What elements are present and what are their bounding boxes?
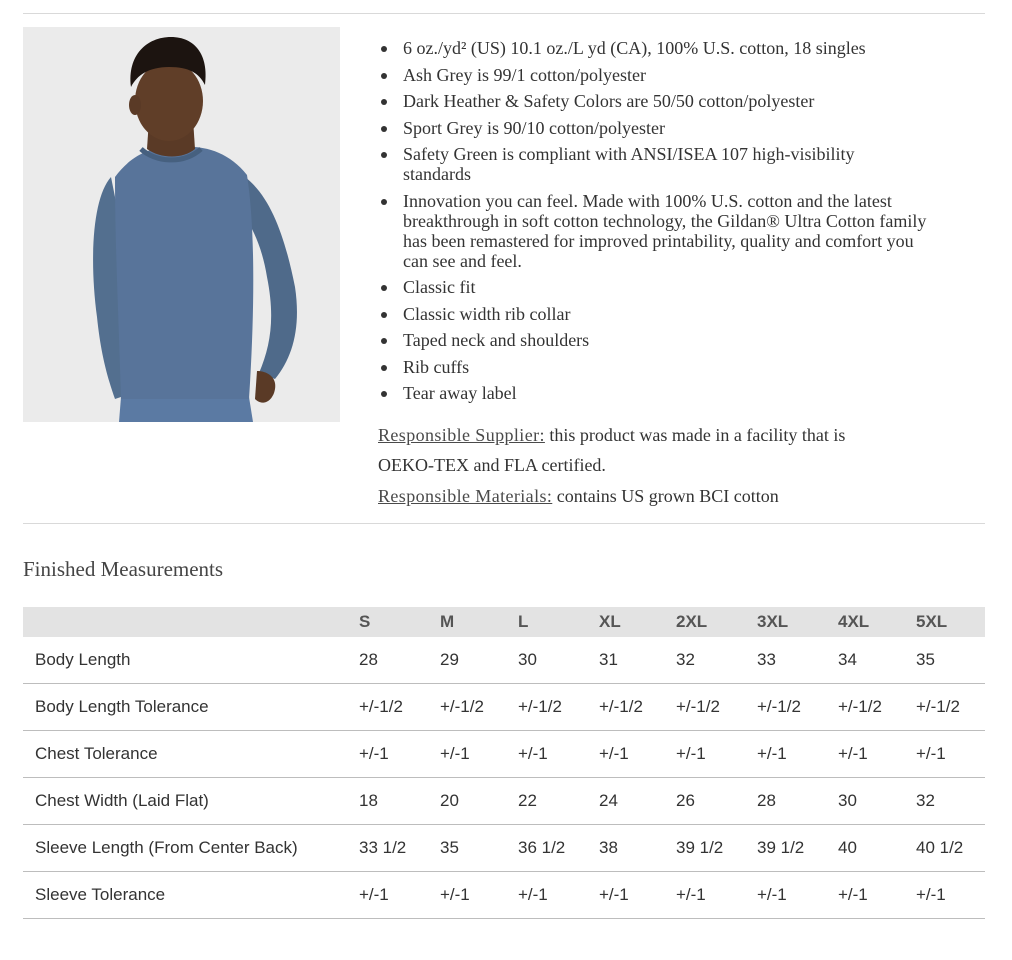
- header-label: [23, 607, 347, 637]
- table-cell: +/-1/2: [904, 684, 985, 731]
- size-header: 3XL: [757, 612, 789, 631]
- table-cell: 39 1/2: [664, 825, 745, 872]
- table-cell: +/-1: [904, 731, 985, 778]
- table-cell: 28: [745, 778, 826, 825]
- row-label: Sleeve Tolerance: [23, 872, 347, 919]
- table-cell: 30: [506, 637, 587, 684]
- feature-list: [378, 38, 938, 410]
- table-cell: +/-1/2: [826, 684, 904, 731]
- feature-item: 6 oz./yd² (US) 10.1 oz./L yd (CA), 100% U.S. cotton, 18 singles: [378, 38, 938, 58]
- table-row: [23, 872, 985, 919]
- table-cell: +/-1: [826, 872, 904, 919]
- measurements-title: Finished Measurements: [23, 557, 224, 581]
- table-row: [23, 825, 985, 872]
- table-cell: 24: [587, 778, 664, 825]
- responsible-supplier: [378, 425, 938, 445]
- table-cell: 35: [904, 637, 985, 684]
- top-divider: [23, 13, 985, 14]
- table-cell: 20: [428, 778, 506, 825]
- feature-item: Classic fit: [378, 277, 938, 297]
- responsible-materials-text: contains US grown BCI cotton: [556, 486, 779, 506]
- table-cell: +/-1: [428, 872, 506, 919]
- row-label: Chest Width (Laid Flat): [23, 778, 347, 825]
- table-cell: 40: [826, 825, 904, 872]
- row-label: Sleeve Length (From Center Back): [23, 825, 347, 872]
- table-cell: +/-1/2: [506, 684, 587, 731]
- feature-item: Ash Grey is 99/1 cotton/polyester: [378, 65, 938, 85]
- size-header: XL: [599, 612, 621, 631]
- responsible-materials-label: Responsible Materials:: [378, 486, 553, 506]
- table-cell: +/-1: [587, 731, 664, 778]
- table-cell: 32: [904, 778, 985, 825]
- feature-item: Rib cuffs: [378, 357, 938, 377]
- table-cell: 32: [664, 637, 745, 684]
- table-cell: +/-1/2: [347, 684, 428, 731]
- table-row: [23, 637, 985, 684]
- feature-item: Safety Green is compliant with ANSI/ISEA 107 high-visibility standards: [378, 144, 883, 184]
- table-row: [23, 684, 985, 731]
- feature-item: Sport Grey is 90/10 cotton/polyester: [378, 118, 938, 138]
- table-cell: +/-1/2: [428, 684, 506, 731]
- table-cell: +/-1: [506, 731, 587, 778]
- row-label: Chest Tolerance: [23, 731, 347, 778]
- table-cell: +/-1: [904, 872, 985, 919]
- table-cell: 22: [506, 778, 587, 825]
- measurements-table: [23, 607, 985, 919]
- responsible-supplier-text: this product was made in a facility that is: [549, 425, 846, 445]
- table-cell: 26: [664, 778, 745, 825]
- row-label: Body Length: [23, 637, 347, 684]
- table-cell: +/-1: [826, 731, 904, 778]
- table-cell: +/-1/2: [587, 684, 664, 731]
- table-cell: 28: [347, 637, 428, 684]
- table-cell: +/-1: [347, 872, 428, 919]
- feature-item: Classic width rib collar: [378, 304, 938, 324]
- table-cell: +/-1: [506, 872, 587, 919]
- table-cell: 38: [587, 825, 664, 872]
- size-header: L: [518, 612, 529, 631]
- responsible-materials: [378, 486, 938, 506]
- responsible-supplier-cont: [378, 455, 938, 475]
- table-cell: +/-1: [428, 731, 506, 778]
- table-cell: 39 1/2: [745, 825, 826, 872]
- table-cell: +/-1: [587, 872, 664, 919]
- table-cell: +/-1: [745, 731, 826, 778]
- size-header: S: [359, 612, 371, 631]
- feature-item: Dark Heather & Safety Colors are 50/50 cotton/polyester: [378, 91, 938, 111]
- table-row: [23, 731, 985, 778]
- size-header: 4XL: [838, 612, 870, 631]
- table-cell: 34: [826, 637, 904, 684]
- table-header-row: [23, 607, 985, 637]
- table-cell: +/-1/2: [664, 684, 745, 731]
- table-cell: 33: [745, 637, 826, 684]
- table-row: [23, 778, 985, 825]
- table-cell: +/-1: [664, 731, 745, 778]
- table-cell: 40 1/2: [904, 825, 985, 872]
- table-cell: 18: [347, 778, 428, 825]
- responsible-supplier-text-2: OEKO-TEX and FLA certified.: [378, 455, 606, 475]
- table-cell: +/-1/2: [745, 684, 826, 731]
- table-cell: +/-1: [347, 731, 428, 778]
- table-cell: 36 1/2: [506, 825, 587, 872]
- feature-item: Taped neck and shoulders: [378, 330, 938, 350]
- size-header: M: [440, 612, 455, 631]
- table-cell: 30: [826, 778, 904, 825]
- table-cell: 33 1/2: [347, 825, 428, 872]
- table-cell: 35: [428, 825, 506, 872]
- feature-item: Innovation you can feel. Made with 100% U.S. cotton and the latest breakthrough in soft cotton technology, the Gildan® Ultra Cotton family has been remastered for improved printability, quality and comfort you can see and feel.: [378, 191, 928, 271]
- table-cell: 29: [428, 637, 506, 684]
- feature-item: Tear away label: [378, 383, 938, 403]
- size-header: 2XL: [676, 612, 708, 631]
- table-cell: +/-1: [745, 872, 826, 919]
- section-divider: [23, 523, 985, 524]
- row-label: Body Length Tolerance: [23, 684, 347, 731]
- product-image: [23, 27, 340, 422]
- size-header: 5XL: [916, 612, 948, 631]
- table-cell: +/-1: [664, 872, 745, 919]
- table-cell: 31: [587, 637, 664, 684]
- responsible-supplier-label: Responsible Supplier:: [378, 425, 545, 445]
